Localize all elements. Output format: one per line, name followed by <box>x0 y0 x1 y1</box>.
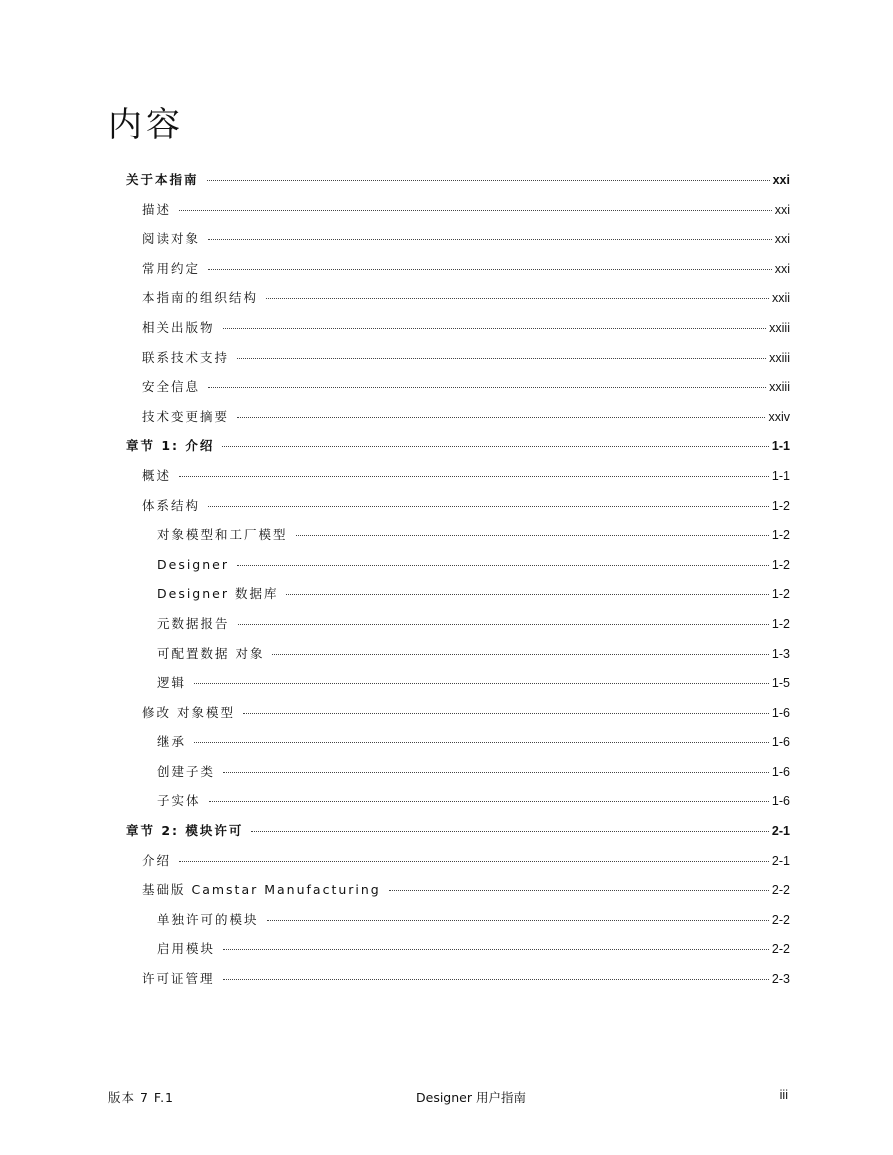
toc-dot-leader <box>237 358 766 359</box>
toc-entry-title[interactable]: 概述 <box>142 467 172 483</box>
toc-entry-page-number[interactable]: 1-2 <box>771 587 790 602</box>
toc-entry-page-number[interactable]: 1-5 <box>771 676 790 691</box>
toc-dot-leader <box>179 861 769 862</box>
toc-entry-page-number[interactable]: xxi <box>774 232 790 247</box>
toc-entry-page-number[interactable]: 1-3 <box>771 646 790 661</box>
toc-entry-title[interactable]: 修改 对象模型 <box>142 704 235 720</box>
toc-entry[interactable] <box>126 283 790 313</box>
toc-entry[interactable] <box>126 875 790 905</box>
toc-entry-page-number[interactable]: 1-2 <box>771 528 790 543</box>
toc-entry-title[interactable]: 联系技术支持 <box>142 349 230 365</box>
toc-chapter-entry[interactable] <box>126 431 790 461</box>
toc-entry-title[interactable]: 章节 1: 介绍 <box>126 438 215 454</box>
toc-entry-title[interactable]: 创建子类 <box>157 763 216 779</box>
toc-entry[interactable] <box>126 964 790 994</box>
toc-entry[interactable] <box>126 846 790 876</box>
toc-dot-leader <box>223 772 769 773</box>
toc-entry-title[interactable]: 基础版 Camstar Manufacturing <box>142 882 381 898</box>
toc-entry[interactable] <box>126 343 790 373</box>
toc-dot-leader <box>208 269 772 270</box>
toc-entry-page-number[interactable]: 1-2 <box>771 557 790 572</box>
toc-dot-leader <box>208 387 766 388</box>
toc-entry[interactable] <box>126 254 790 284</box>
toc-dot-leader <box>222 446 769 447</box>
toc-entry-title[interactable]: 子实体 <box>157 793 201 809</box>
toc-dot-leader <box>223 949 769 950</box>
toc-entry-title[interactable]: 单独许可的模块 <box>157 911 259 927</box>
toc-entry[interactable] <box>126 934 790 964</box>
toc-dot-leader <box>209 801 769 802</box>
toc-entry[interactable] <box>126 491 790 521</box>
toc-entry[interactable] <box>126 402 790 432</box>
toc-entry-title[interactable]: 启用模块 <box>157 941 216 957</box>
toc-entry-page-number[interactable]: 1-1 <box>771 439 790 454</box>
toc-entry-title[interactable]: 相关出版物 <box>142 319 215 335</box>
toc-dot-leader <box>238 624 769 625</box>
toc-dot-leader <box>237 417 765 418</box>
toc-dot-leader <box>272 654 768 655</box>
toc-entry-page-number[interactable]: xxi <box>772 173 790 187</box>
toc-entry-title[interactable]: Designer <box>157 556 229 572</box>
toc-entry-page-number[interactable]: 1-6 <box>771 794 790 809</box>
toc-entry[interactable] <box>126 786 790 816</box>
toc-entry-page-number[interactable]: 1-2 <box>771 498 790 513</box>
toc-entry-page-number[interactable]: 2-3 <box>771 972 790 987</box>
toc-chapter-entry[interactable] <box>126 165 790 195</box>
toc-entry[interactable] <box>126 372 790 402</box>
toc-entry-title[interactable]: 介绍 <box>142 852 172 868</box>
toc-entry[interactable] <box>126 550 790 580</box>
toc-entry[interactable] <box>126 639 790 669</box>
toc-entry-page-number[interactable]: 1-6 <box>771 764 790 779</box>
toc-entry-title[interactable]: 章节 2: 模块许可 <box>126 823 244 839</box>
toc-entry[interactable] <box>126 727 790 757</box>
page-footer <box>108 1088 788 1108</box>
toc-entry-page-number[interactable]: xxiii <box>769 380 790 395</box>
toc-dot-leader <box>267 920 769 921</box>
toc-dot-leader <box>243 713 769 714</box>
toc-entry-page-number[interactable]: 2-1 <box>771 853 790 868</box>
toc-dot-leader <box>179 476 769 477</box>
toc-entry[interactable] <box>126 520 790 550</box>
toc-entry-page-number[interactable]: xxii <box>771 291 790 306</box>
toc-entry-title[interactable]: 逻辑 <box>157 675 187 691</box>
toc-entry[interactable] <box>126 609 790 639</box>
toc-entry-title[interactable]: 元数据报告 <box>157 615 230 631</box>
toc-dot-leader <box>223 979 769 980</box>
toc-entry-page-number[interactable]: xxiii <box>769 350 790 365</box>
toc-entry-title[interactable]: Designer 数据库 <box>157 586 279 602</box>
toc-entry[interactable] <box>126 195 790 225</box>
toc-dot-leader <box>208 506 769 507</box>
toc-entry[interactable] <box>126 668 790 698</box>
toc-entry[interactable] <box>126 698 790 728</box>
toc-entry-title[interactable]: 继承 <box>157 734 187 750</box>
toc-entry-page-number[interactable]: 2-2 <box>771 912 790 927</box>
toc-dot-leader <box>194 742 769 743</box>
table-of-contents <box>126 165 790 994</box>
toc-dot-leader <box>251 831 769 832</box>
toc-entry-title[interactable]: 本指南的组织结构 <box>142 290 259 306</box>
toc-entry-title[interactable]: 关于本指南 <box>126 172 199 187</box>
toc-entry-page-number[interactable]: 1-2 <box>771 616 790 631</box>
toc-chapter-entry[interactable] <box>126 816 790 846</box>
toc-dot-leader <box>179 210 772 211</box>
toc-dot-leader <box>266 298 769 299</box>
toc-entry-page-number[interactable]: xxiv <box>768 409 790 424</box>
toc-dot-leader <box>194 683 769 684</box>
toc-dot-leader <box>237 565 769 566</box>
toc-entry-title[interactable]: 对象模型和工厂模型 <box>157 527 288 543</box>
toc-dot-leader <box>286 594 768 595</box>
toc-entry-page-number[interactable]: 1-6 <box>771 705 790 720</box>
toc-entry[interactable] <box>126 757 790 787</box>
toc-entry-title[interactable]: 可配置数据 对象 <box>157 645 265 661</box>
toc-entry-title[interactable]: 安全信息 <box>142 379 201 395</box>
page-title: 内容 <box>108 105 184 145</box>
toc-dot-leader <box>207 180 770 181</box>
toc-dot-leader <box>389 890 769 891</box>
toc-entry-page-number[interactable]: 2-1 <box>771 824 790 839</box>
toc-entry-title[interactable]: 体系结构 <box>142 497 201 513</box>
toc-entry[interactable] <box>126 224 790 254</box>
toc-entry-title[interactable]: 技术变更摘要 <box>142 408 230 424</box>
toc-dot-leader <box>296 535 769 536</box>
toc-entry[interactable] <box>126 905 790 935</box>
toc-entry-page-number[interactable]: 2-2 <box>771 883 790 898</box>
toc-entry-title[interactable]: 许可证管理 <box>142 971 215 987</box>
toc-entry-page-number[interactable]: 2-2 <box>771 942 790 957</box>
footer-version: 版本 7 F.1 <box>108 1090 175 1105</box>
toc-entry-page-number[interactable]: 1-6 <box>771 735 790 750</box>
toc-entry[interactable] <box>126 313 790 343</box>
toc-entry[interactable] <box>126 461 790 491</box>
toc-dot-leader <box>223 328 767 329</box>
toc-dot-leader <box>208 239 772 240</box>
toc-entry-page-number[interactable]: xxiii <box>769 320 790 335</box>
toc-entry-page-number[interactable]: xxi <box>774 202 790 217</box>
toc-entry-title[interactable]: 描述 <box>142 201 172 217</box>
toc-entry[interactable] <box>126 579 790 609</box>
toc-entry-page-number[interactable]: 1-1 <box>771 468 790 483</box>
footer-page-number: iii <box>779 1088 788 1102</box>
footer-guide-title: Designer 用户指南 <box>416 1090 526 1105</box>
toc-entry-page-number[interactable]: xxi <box>774 261 790 276</box>
toc-entry-title[interactable]: 常用约定 <box>142 260 201 276</box>
toc-entry-title[interactable]: 阅读对象 <box>142 231 201 247</box>
